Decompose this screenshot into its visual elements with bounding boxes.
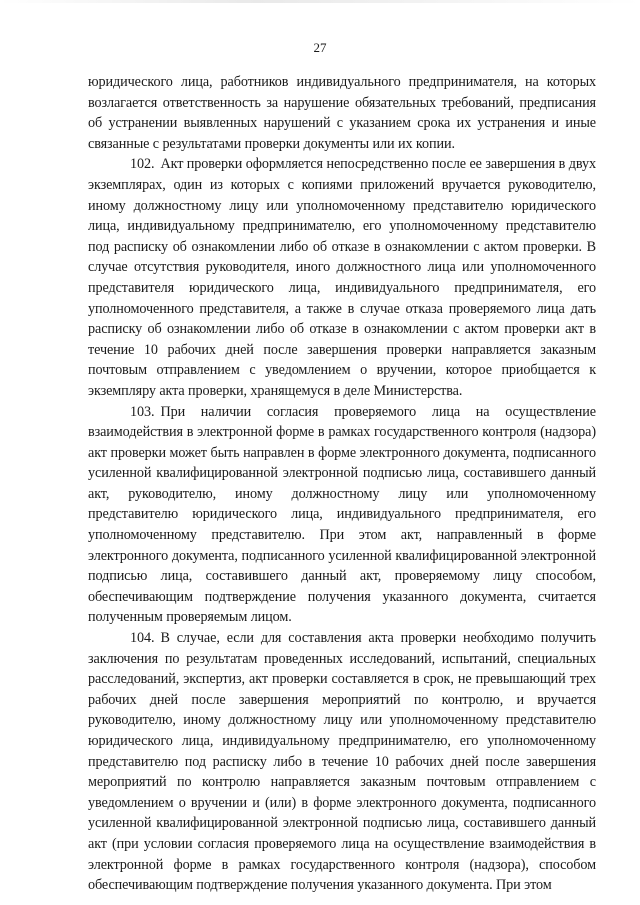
scan-edge-shading — [0, 0, 640, 3]
paragraph-number: 103. — [130, 403, 155, 420]
paragraph-text: При наличии согласия проверяемого лица на осуществление взаимодействия в электронной форме в рамках государственного контроля (надзора) акт проверки может быть направлен в форме электронного документа, подписанного усиленной квалифицированной электронной подписью лица, составившего данный акт, руководителю, иному должностному лицу или уполномоченному представителю юридического лица, индивидуального предпринимателя, его уполномоченному представителю. При этом акт, направленный в форме электронного документа, подписанного усиленной квалифицированной электронной подписью лица, составившего данный акт, проверяемому лицу способом, обеспечивающим подтверждение получения указанного документа, считается полученным проверяемым лицом. — [88, 403, 596, 626]
paragraph-continuation — [88, 72, 596, 154]
paragraph-102 — [88, 154, 596, 401]
paragraph-103 — [88, 402, 596, 629]
paragraph-104 — [88, 628, 596, 896]
paragraph-text: В случае, если для составления акта проверки необходимо получить заключения по результатам проведенных исследований, испытаний, специальных расследований, экспертиз, акт проверки составляется в срок, не превышающий трех рабочих дней после завершения мероприятий по контролю, и вручается руководителю, иному должностному лицу или уполномоченному представителю юридического лица, индивидуальному предпринимателю, его уполномоченному представителю под расписку либо в течение 10 рабочих дней после завершения мероприятий по контролю направляется заказным почтовым отправлением с уведомлением о вручении и (или) в форме электронного документа, подписанного усиленной квалифицированной электронной подписью лица, составившего данный акт (при условии согласия проверяемого лица на осуществление взаимодействия в электронной форме в рамках государственного контроля (надзора), способом обеспечивающим подтверждение получения указанного документа. При этом — [88, 630, 596, 894]
paragraph-number: 104. — [130, 630, 155, 647]
document-body — [88, 72, 596, 896]
paragraph-text: Акт проверки оформляется непосредственно после ее завершения в двух экземплярах, один из которых с копиями приложений вручается руководителю, иному должностному лицу или уполномоченному представителю юридического лица, индивидуальному предпринимателю, его уполномоченному представителю под расписку об ознакомлении либо об отказе в ознакомлении с актом проверки. В случае отсутствия руководителя, иного должностного лица или уполномоченного представителя юридического лица, индивидуального предпринимателя, его уполномоченного представителя, а также в случае отказа проверяемого лица дать расписку об ознакомлении либо об отказе в ознакомлении с актом проверки акт в течение 10 рабочих дней после завершения проверки направляется заказным почтовым отправлением с уведомлением о вручении, которое приобщается к экземпляру акта проверки, хранящемуся в деле Министерства. — [88, 156, 596, 399]
paragraph-number: 102. — [130, 156, 155, 173]
page-number: 27 — [313, 40, 327, 55]
paragraph-text: юридического лица, работников индивидуального предпринимателя, на которых возлагается ответственность за нарушение обязательных требований, предписания об устранении выявленных нарушений с указанием срока их устранения и иные связанные с результатами проверки документы или их копии. — [88, 74, 596, 152]
